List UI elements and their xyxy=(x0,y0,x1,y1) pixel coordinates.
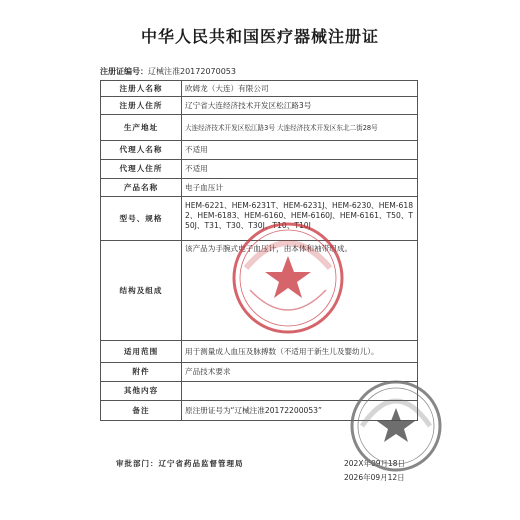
table-row xyxy=(101,401,418,421)
row-key-registrant-name: 注册人名称 xyxy=(101,81,182,97)
registration-number-label: 注册证编号： xyxy=(100,67,148,76)
registration-number xyxy=(100,66,236,77)
row-key-product-name: 产品名称 xyxy=(101,179,182,197)
row-value-registrant-address: 辽宁省大连经济技术开发区松江路3号 xyxy=(182,97,418,115)
row-key-remarks: 备注 xyxy=(101,401,182,421)
table-row xyxy=(101,241,418,341)
row-value-scope: 用于测量成人血压及脉搏数（不适用于新生儿及婴幼儿）。 xyxy=(182,341,418,363)
row-value-model-spec: HEM-6221、HEM-6231T、HEM-6231J、HEM-6230、HEM-6182、HEM-6183、HEM-6160、HEM-6160J、HEM-6161、T50、T50J、T31、T30、T30J、T10、T10J xyxy=(182,197,418,241)
row-value-attachment: 产品技术要求 xyxy=(182,363,418,382)
table-row xyxy=(101,382,418,401)
row-key-other: 其他内容 xyxy=(101,382,182,401)
table-row xyxy=(101,341,418,363)
row-value-agent-address: 不适用 xyxy=(182,160,418,179)
row-value-production-address: 大连经济技术开发区松江路3号 大连经济技术开发区东北二街28号 xyxy=(182,115,418,141)
valid-until-date: 2026年09月12日 xyxy=(344,473,405,482)
row-key-agent-name: 代理人名称 xyxy=(101,141,182,160)
row-key-structure: 结构及组成 xyxy=(101,241,182,341)
certificate-title: 中华人民共和国医疗器械注册证 xyxy=(140,27,379,46)
row-key-scope: 适用范围 xyxy=(101,341,182,363)
row-value-structure: 该产品为手腕式电子血压计，由本体和袖带组成。 xyxy=(182,241,418,341)
row-value-remarks: 原注册证号为“辽械注准20172200053” xyxy=(182,401,418,421)
table-row xyxy=(101,115,418,141)
row-key-model-spec: 型号、规格 xyxy=(101,197,182,241)
approval-date: 202X年09月18日 xyxy=(344,459,406,468)
row-key-production-address: 生产地址 xyxy=(101,115,182,141)
approval-authority-name: 辽宁省药品监督管理局 xyxy=(158,459,244,468)
table-row xyxy=(101,197,418,241)
row-key-registrant-address: 注册人住所 xyxy=(101,97,182,115)
table-row xyxy=(101,179,418,197)
table-row xyxy=(101,141,418,160)
row-value-agent-name: 不适用 xyxy=(182,141,418,160)
table-row xyxy=(101,81,418,97)
row-value-registrant-name: 欧姆龙（大连）有限公司 xyxy=(182,81,418,97)
row-key-agent-address: 代理人住所 xyxy=(101,160,182,179)
row-key-attachment: 附件 xyxy=(101,363,182,382)
row-value-other xyxy=(182,382,418,401)
approval-authority xyxy=(116,458,244,469)
row-value-product-name: 电子血压计 xyxy=(182,179,418,197)
certificate-table xyxy=(100,80,418,421)
table-row xyxy=(101,160,418,179)
approval-authority-label: 审批部门： xyxy=(116,459,159,468)
registration-number-value: 辽械注准20172070053 xyxy=(148,67,236,76)
table-row xyxy=(101,363,418,382)
table-row xyxy=(101,97,418,115)
